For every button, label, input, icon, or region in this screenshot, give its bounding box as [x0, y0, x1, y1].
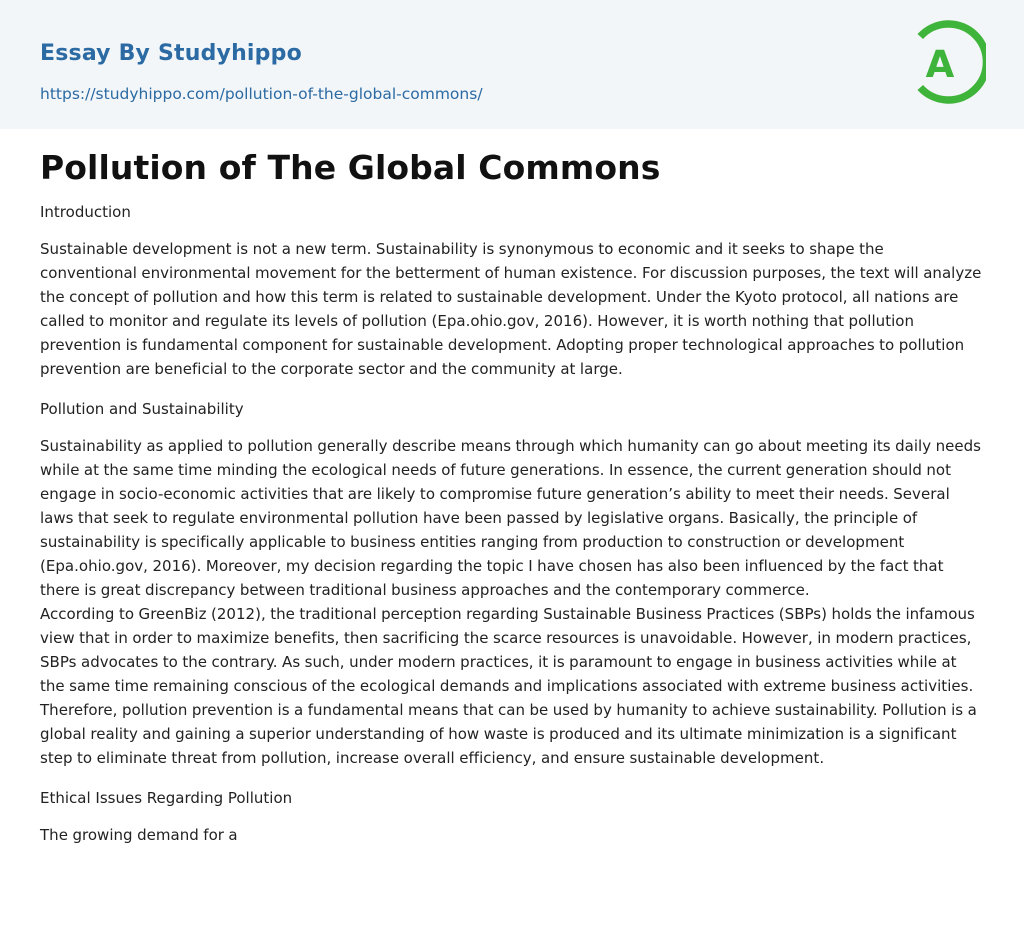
section-heading-pollution-and-sustainability: Pollution and Sustainability — [40, 400, 244, 418]
essay-body — [0, 129, 1024, 847]
essay-title: Pollution of The Global Commons — [40, 148, 661, 187]
paragraph: The growing demand for a — [40, 826, 238, 844]
studyhippo-logo-icon[interactable] — [912, 19, 986, 105]
paragraph: Sustainability as applied to pollution generally describe means through which humanity can go about meeting its daily needs while at the same time minding the ecological needs of future generations. In essence, the current generation should not engage in socio-economic activities that are likely to compromise future generation’s ability to meet their needs. Several laws that seek to regulate environmental pollution have been passed by legislative organs. Basically, the principle of sustainability is specifically applicable to business entities ranging from production to construction or development (Epa.ohio.gov, 2016). Moreover, my decision regarding the topic I have chosen has also been influenced by the fact that there is great discrepancy between traditional business approaches and the contemporary commerce. — [40, 437, 981, 599]
paragraph: Sustainable development is not a new term. Sustainability is synonymous to economic and it seeks to shape the conventional environmental movement for the betterment of human existence. For discussion purposes, the text will analyze the concept of pollution and how this term is related to sustainable development. Under the Kyoto protocol, all nations are called to monitor and regulate its levels of pollution (Epa.ohio.gov, 2016). However, it is worth nothing that pollution prevention is fundamental component for sustainable development. Adopting proper technological approaches to pollution prevention are beneficial to the corporate sector and the community at large. — [40, 240, 982, 378]
essay-url-link[interactable]: https://studyhippo.com/pollution-of-the-global-commons/ — [40, 85, 483, 103]
paragraph: According to GreenBiz (2012), the traditional perception regarding Sustainable Business Practices (SBPs) holds the infamous view that in order to maximize benefits, then sacrificing the scarce resources is unavoidable. However, in modern practices, SBPs advocates to the contrary. As such, under modern practices, it is paramount to engage in business activities while at the same time remaining conscious of the ecological demands and implications associated with extreme business activities. Therefore, pollution prevention is a fundamental means that can be used by humanity to achieve sustainability. Pollution is a global reality and gaining a superior understanding of how waste is produced and its ultimate minimization is a significant step to eliminate threat from pollution, increase overall efficiency, and ensure sustainable development. — [40, 605, 977, 767]
site-header — [0, 0, 1024, 129]
section-heading-ethical-issues: Ethical Issues Regarding Pollution — [40, 789, 293, 807]
section-heading-introduction: Introduction — [40, 203, 131, 221]
site-brand[interactable]: Essay By Studyhippo — [40, 41, 302, 66]
logo-letter: A — [925, 43, 955, 86]
